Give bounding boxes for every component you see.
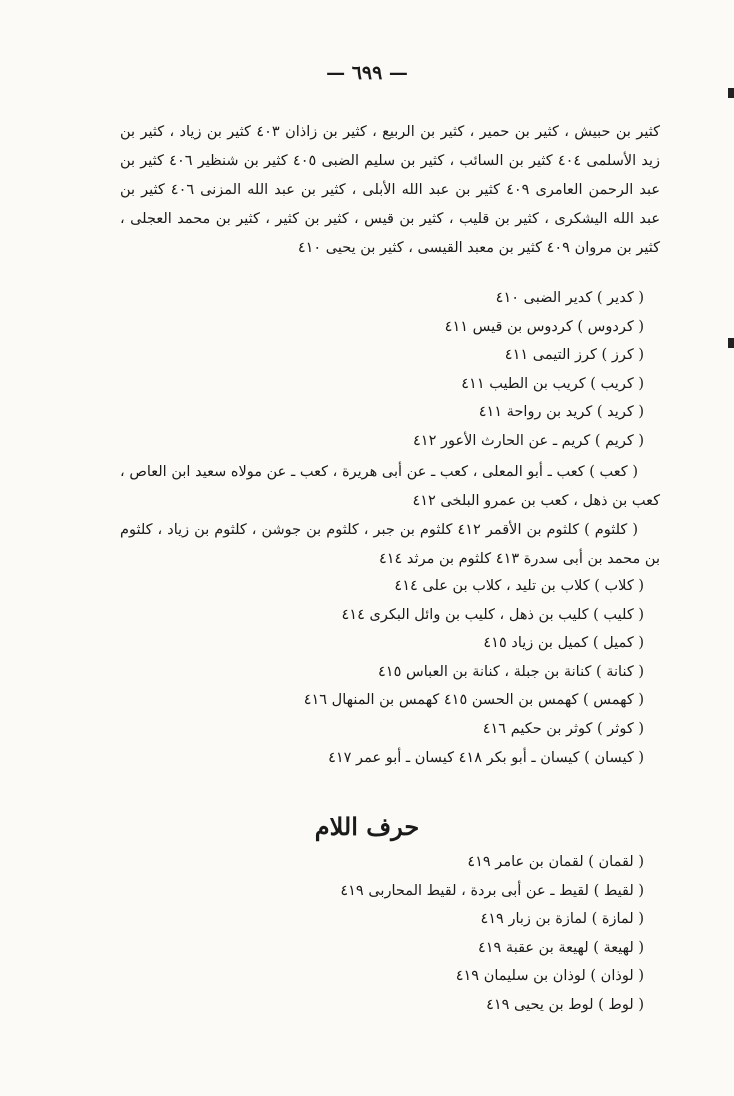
entry-kathir: كثير بن حبيش ، كثير بن حمير ، كثير بن الربيع ، كثير بن زاذان ٤٠٣ كثير بن زياد ، كثير بن زيد الأسلمى ٤٠٤ كثير بن السائب ، كثير بن سليم الضبى ٤٠٥ كثير بن شنظير ٤٠٦ كثير بن عبد الرحمن العامرى ٤٠٩ كثير بن عبد الله الأبلى ، كثير بن عبد الله المزنى ٤٠٦ كثير بن عبد الله اليشكرى ، كثير بن قليب ، كثير بن قيس ، كثير بن كثير ، كثير بن محمد العجلى ، كثير بن مروان ٤٠٩ كثير بن معبد القيسى ، كثير بن يحيى ٤١٠: [120, 124, 661, 256]
entry-line: ( كردوس ) كردوس بن قيس ٤١١: [444, 318, 644, 335]
entry-line: ( كنانة ) كنانة بن جبلة ، كنانة بن العباس ٤١٥: [378, 663, 644, 680]
entry-line: ( كدير ) كدير الضبى ٤١٠: [495, 290, 644, 306]
section-heading-lam: حرف اللام: [314, 812, 420, 841]
entry-kulthum: ( كلثوم ) كلثوم بن الأقمر ٤١٢ كلثوم بن جبر ، كلثوم بن جوشن ، كلثوم بن زياد ، كلثوم بن محمد بن أبى سدرة ٤١٣ كلثوم بن مرثد ٤١٤: [120, 522, 660, 567]
edge-mark-middle: [728, 338, 734, 348]
edge-mark-top: [728, 88, 734, 98]
entry-kab: ( كعب ) كعب ـ أبو المعلى ، كعب ـ عن أبى هريرة ، كعب ـ عن مولاه سعيد ابن العاص ، كعب بن ذهل ، كعب بن عمرو البلخى ٤١٢: [120, 464, 660, 509]
entry-line: ( كريد ) كريد بن رواحة ٤١١: [478, 404, 644, 421]
entry-line: ( كوثر ) كوثر بن حكيم ٤١٦: [482, 720, 644, 737]
entry-line: ( كيسان ) كيسان ـ أبو بكر ٤١٨ كيسان ـ أبو عمر ٤١٧: [328, 749, 644, 766]
entry-line: ( كهمس ) كهمس بن الحسن ٤١٥ كهمس بن المنهال ٤١٦: [303, 692, 644, 709]
entry-line: ( كريب ) كريب بن الطيب ٤١١: [461, 375, 644, 392]
page-number: — ٦٩٩ —: [326, 62, 408, 84]
entry-line: ( كرز ) كرز التيمى ٤١١: [504, 347, 644, 364]
entry-line: ( كلاب ) كلاب بن تليد ، كلاب بن على ٤١٤: [394, 578, 644, 594]
entries-kaf-group-1: [413, 284, 644, 456]
entry-line: ( كريم ) كريم ـ عن الحارث الأعور ٤١٢: [413, 432, 644, 449]
entry-line: ( كميل ) كميل بن زياد ٤١٥: [483, 635, 644, 652]
entry-line: ( لقمان ) لقمان بن عامر ٤١٩: [467, 854, 644, 870]
entry-line: ( لمازة ) لمازة بن زبار ٤١٩: [480, 911, 644, 928]
entries-kaf-group-2: [304, 572, 644, 772]
entry-line: ( كليب ) كليب بن ذهل ، كليب بن وائل البكرى ٤١٤: [341, 606, 644, 623]
entry-line: ( لهيعة ) لهيعة بن عقبة ٤١٩: [477, 939, 644, 956]
entries-lam: [340, 848, 644, 1020]
entry-line: ( لقيط ) لقيط ـ عن أبى بردة ، لقيط المحاربى ٤١٩: [340, 882, 644, 899]
entry-line: ( لوط ) لوط بن يحيى ٤١٩: [486, 996, 644, 1013]
entry-line: ( لوذان ) لوذان بن سليمان ٤١٩: [455, 968, 644, 985]
